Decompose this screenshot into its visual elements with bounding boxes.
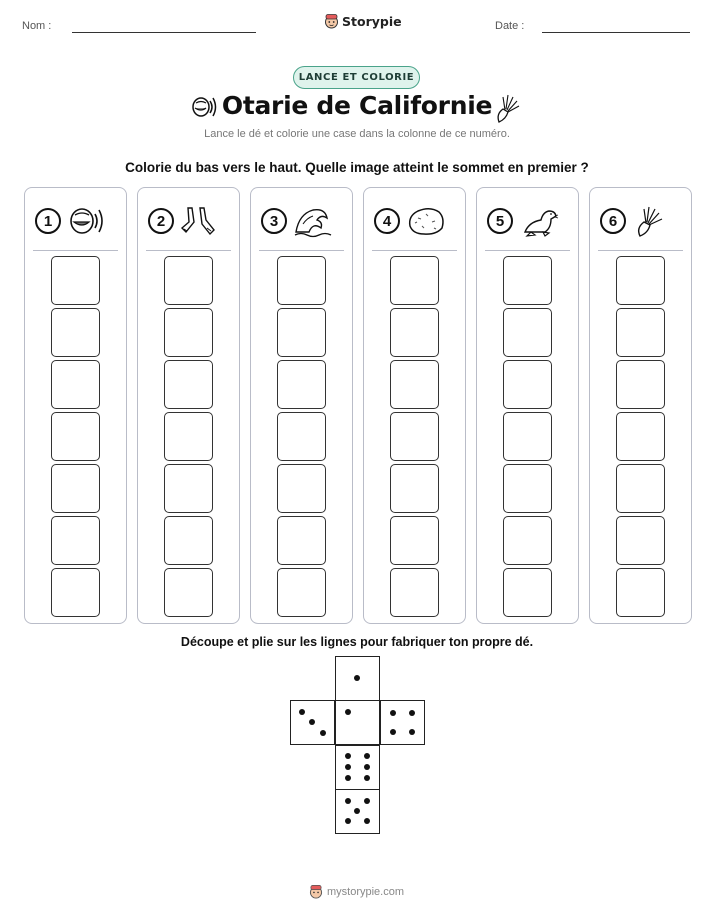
die-face-1 [335,700,380,745]
coloring-box[interactable] [51,308,100,357]
coloring-box[interactable] [51,464,100,513]
coloring-box[interactable] [51,516,100,565]
dice-race-board [24,187,690,624]
column-6 [589,187,692,624]
coloring-box[interactable] [164,516,213,565]
page-title: Otarie de Californie [221,91,493,120]
column-divider [372,250,457,251]
coloring-box[interactable] [277,516,326,565]
coloring-box[interactable] [616,308,665,357]
coloring-box[interactable] [277,464,326,513]
coloring-box[interactable] [164,412,213,461]
coloring-box[interactable] [390,464,439,513]
die-pip [409,710,415,716]
flippers-icon [180,204,220,238]
column-divider [485,250,570,251]
coloring-box[interactable] [390,516,439,565]
column-4 [363,187,466,624]
game-instruction: Colorie du bas vers le haut. Quelle image atteint le sommet en premier ? [125,160,589,175]
coloring-box[interactable] [277,308,326,357]
coloring-box[interactable] [503,568,552,617]
coloring-box[interactable] [390,568,439,617]
die-pip [390,710,396,716]
coloring-box[interactable] [277,568,326,617]
coloring-box[interactable] [503,464,552,513]
coloring-box[interactable] [390,412,439,461]
coloring-box[interactable] [164,360,213,409]
cut-instruction: Découpe et plie sur les lignes pour fabriquer ton propre dé. [180,635,534,649]
date-label: Date : [495,20,525,32]
name-label: Nom : [22,20,52,32]
coloring-box[interactable] [616,464,665,513]
column-divider [146,250,231,251]
die-pip [345,775,351,781]
die-pip [354,675,360,681]
coloring-box[interactable] [390,256,439,305]
column-number: 4 [374,208,400,234]
die-face-4 [380,700,425,745]
die-face-5 [335,789,380,834]
date-line[interactable] [542,32,690,33]
coloring-box[interactable] [390,360,439,409]
coloring-box[interactable] [503,516,552,565]
column-5 [476,187,579,624]
column-number: 1 [35,208,61,234]
coloring-box[interactable] [277,412,326,461]
name-line[interactable] [72,32,256,33]
coloring-box[interactable] [503,412,552,461]
die-face-1 [335,656,380,701]
column-divider [598,250,683,251]
coloring-box[interactable] [616,516,665,565]
coloring-box[interactable] [164,308,213,357]
sea-lion-bark-icon [67,204,107,238]
sea-lion-icon [519,204,559,238]
die-pip [390,729,396,735]
die-pip [299,709,305,715]
sea-anemone-icon [632,204,672,238]
column-number: 3 [261,208,287,234]
column-divider [259,250,344,251]
die-pip [364,753,370,759]
coloring-box[interactable] [503,360,552,409]
wave-icon [293,204,333,238]
die-net [290,656,426,834]
die-pip [345,818,351,824]
die-pip [345,764,351,770]
coloring-box[interactable] [390,308,439,357]
die-pip [309,719,315,725]
die-face-3 [290,700,335,745]
die-pip [345,798,351,804]
brand-logo [324,13,402,29]
coloring-box[interactable] [164,568,213,617]
coloring-box[interactable] [616,568,665,617]
coloring-box[interactable] [616,412,665,461]
die-pip [364,775,370,781]
coloring-box[interactable] [51,256,100,305]
die-pip [345,753,351,759]
coloring-box[interactable] [616,360,665,409]
column-1 [24,187,127,624]
rock-icon [406,204,446,238]
die-pip [345,709,351,715]
column-number: 6 [600,208,626,234]
coloring-box[interactable] [616,256,665,305]
die-pip [364,764,370,770]
die-face-6 [335,745,380,790]
coloring-box[interactable] [164,256,213,305]
column-3 [250,187,353,624]
die-pip [409,729,415,735]
die-pip [320,730,326,736]
coloring-box[interactable] [503,308,552,357]
brand-name: Storypie [342,13,402,29]
die-pip [354,808,360,814]
coloring-box[interactable] [51,412,100,461]
column-number: 2 [148,208,174,234]
column-2 [137,187,240,624]
page-subtitle: Lance le dé et colorie une case dans la colonne de ce numéro. [204,128,510,140]
column-divider [33,250,118,251]
storypie-mascot-icon [324,13,339,29]
column-number: 5 [487,208,513,234]
die-pip [364,818,370,824]
coloring-box[interactable] [277,256,326,305]
coloring-box[interactable] [51,568,100,617]
coloring-box[interactable] [277,360,326,409]
footer-url[interactable]: mystorypie.com [327,885,405,898]
footer [309,884,404,899]
coloring-box[interactable] [503,256,552,305]
activity-badge: LANCE ET COLORIE [293,66,420,89]
sea-anemone-icon [493,92,521,124]
coloring-box[interactable] [164,464,213,513]
die-pip [364,798,370,804]
storypie-mascot-icon [309,884,323,899]
coloring-box[interactable] [51,360,100,409]
